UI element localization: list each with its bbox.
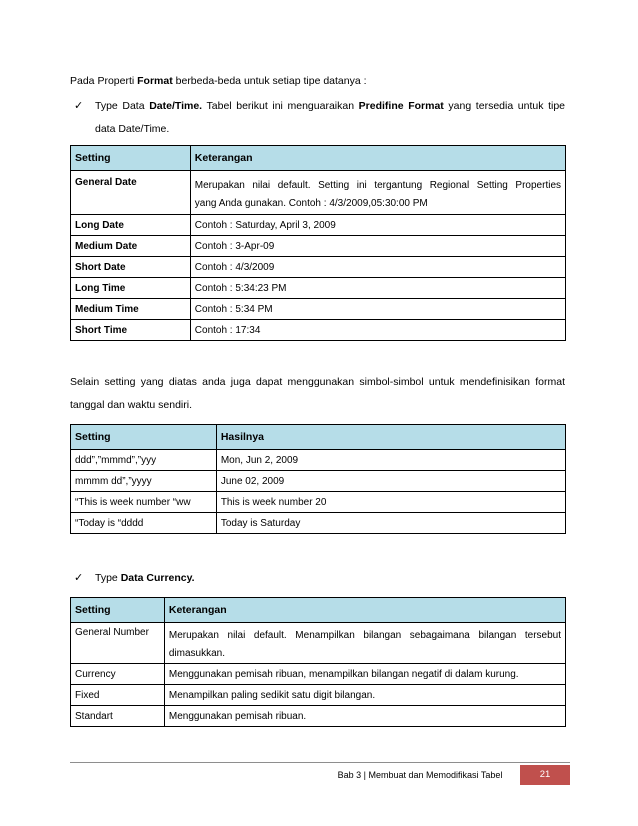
table-cell-setting: Long Time (71, 278, 191, 299)
bullet2-line (95, 571, 195, 585)
table-header-row (71, 425, 566, 450)
table-cell-description: Contoh : 5:34 PM (190, 299, 565, 320)
para2-line2: tanggal dan waktu sendiri. (70, 399, 192, 411)
table-cell-setting: “Today is “dddd (71, 513, 217, 534)
table-cell-setting: Long Date (71, 215, 191, 236)
page-number-badge: 21 (520, 765, 570, 785)
table-row (71, 706, 566, 727)
para2-line1: Selain setting yang diatas anda juga dapat menggunakan simbol-simbol untuk mendefinisikan format (70, 376, 565, 388)
table-row (71, 664, 566, 685)
currency-format-table (70, 597, 566, 727)
table-row (71, 492, 566, 513)
table-cell-setting: Medium Date (71, 236, 191, 257)
footer-divider (70, 762, 570, 763)
custom-symbols-table (70, 424, 566, 534)
table-header-cell: Hasilnya (216, 425, 565, 450)
table-cell-result: This is week number 20 (216, 492, 565, 513)
table-cell-setting: ddd”,”mmmd”,”yyy (71, 450, 217, 471)
bullet1-bold2: Predifine Format (358, 100, 444, 112)
table-row (71, 171, 566, 215)
table-cell-setting: Currency (71, 664, 165, 685)
intro-text-bold: Format (137, 75, 173, 87)
table-cell-result: June 02, 2009 (216, 471, 565, 492)
table-row (71, 450, 566, 471)
table-cell-description: Contoh : Saturday, April 3, 2009 (190, 215, 565, 236)
table-cell-setting: Standart (71, 706, 165, 727)
table-cell-description: Contoh : 17:34 (190, 320, 565, 341)
table-cell-setting: General Number (71, 623, 165, 664)
table-cell-description (190, 171, 565, 215)
table-cell-setting: Medium Time (71, 299, 191, 320)
checkmark-icon: ✓ (74, 572, 84, 584)
table-cell-description: Menggunakan pemisah ribuan. (164, 706, 565, 727)
intro-paragraph (70, 74, 570, 88)
bullet1-mid: Tabel berikut ini menguaraikan (202, 100, 359, 112)
footer-chapter-title: Bab 3 | Membuat dan Memodifikasi Tabel (337, 770, 503, 780)
bullet1-line1 (95, 99, 565, 113)
table-row (71, 471, 566, 492)
table-row (71, 685, 566, 706)
table-row (71, 257, 566, 278)
table-cell-result: Today is Saturday (216, 513, 565, 534)
intro-text-before: Pada Properti (70, 75, 138, 87)
table-cell-setting: Short Date (71, 257, 191, 278)
intro-text-after: berbeda-beda untuk setiap tipe datanya : (172, 75, 367, 87)
bullet1-line2: data Date/Time. (95, 123, 170, 135)
table-cell-setting: mmmm dd”,”yyyy (71, 471, 217, 492)
date-time-format-table (70, 145, 566, 341)
table-row (71, 299, 566, 320)
table-cell-description: Contoh : 4/3/2009 (190, 257, 565, 278)
table-header-row (71, 146, 566, 171)
table-cell-description (164, 623, 565, 664)
table-header-cell: Setting (71, 598, 165, 623)
table-cell-description: Contoh : 5:34:23 PM (190, 278, 565, 299)
description-line: dimasukkan. (168, 648, 226, 659)
bullet2-prefix: Type (95, 572, 121, 584)
table-header-cell: Setting (71, 146, 191, 171)
table-cell-description: Menampilkan paling sedikit satu digit bilangan. (164, 685, 565, 706)
table-header-cell: Setting (71, 425, 217, 450)
bullet1-suffix: yang tersedia untuk tipe (443, 100, 566, 112)
table-cell-setting: Fixed (71, 685, 165, 706)
table-cell-description: Contoh : 3-Apr-09 (190, 236, 565, 257)
table-header-row (71, 598, 566, 623)
description-line: yang Anda gunakan. Contoh : 4/3/2009,05:30:00 PM (194, 198, 428, 209)
bullet1-bold1: Date/Time. (149, 100, 203, 112)
table-row (71, 278, 566, 299)
table-header-cell: Keterangan (164, 598, 565, 623)
bullet1-prefix: Type Data (95, 100, 150, 112)
table-header-cell: Keterangan (190, 146, 565, 171)
table-row (71, 236, 566, 257)
table-row (71, 623, 566, 664)
table-cell-setting: “This is week number “ww (71, 492, 217, 513)
table-cell-setting: Short Time (71, 320, 191, 341)
table-cell-setting: General Date (71, 171, 191, 215)
table-cell-description: Menggunakan pemisah ribuan, menampilkan bilangan negatif di dalam kurung. (164, 664, 565, 685)
table-row (71, 215, 566, 236)
table-row (71, 513, 566, 534)
table-row (71, 320, 566, 341)
bullet2-bold: Data Currency. (120, 572, 195, 584)
description-line: Merupakan nilai default. Setting ini tergantung Regional Setting Properties (194, 180, 561, 191)
description-line: Merupakan nilai default. Menampilkan bilangan sebagaimana bilangan tersebut (168, 630, 561, 641)
table-cell-result: Mon, Jun 2, 2009 (216, 450, 565, 471)
checkmark-icon: ✓ (74, 100, 84, 112)
